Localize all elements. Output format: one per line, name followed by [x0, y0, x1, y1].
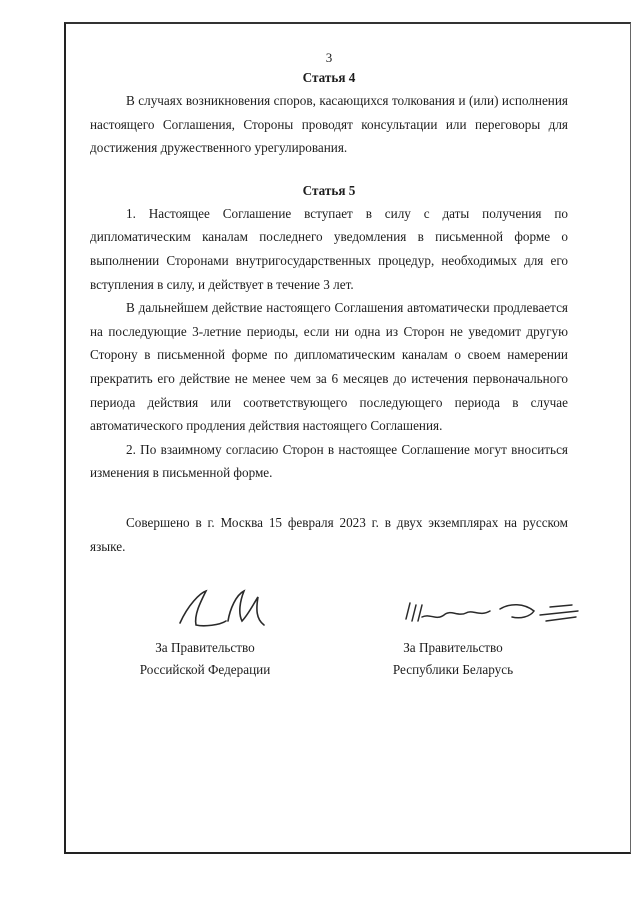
article-5-title: Статья 5: [302, 182, 356, 198]
signature-left-line-2: Российской Федерации: [139, 662, 271, 677]
page-number: 3: [325, 50, 333, 65]
closing-statement: Совершено в г. Москва 15 февраля 2023 г. в двух экземплярах на русском языке.: [90, 514, 568, 554]
signature-right-handwritten: [400, 597, 585, 631]
article-5-paragraph-1: 1. Настоящее Соглашение вступает в силу с даты получения по дипломатическим каналам последнего уведомления в письменной форме о выполнении Сторонами внутригосударственных процедур, необходимых для его вступления в силу, и действует в течение 3 лет.: [90, 205, 568, 292]
article-4-title: Статья 4: [302, 70, 356, 85]
signature-right-line-2: Республики Беларусь: [392, 662, 514, 677]
article-5-paragraph-2: В дальнейшем действие настоящего Соглашения автоматически продлевается на последующие 3-летние периоды, если ни одна из Сторон не уведомит другую Сторону в письменной форме по дипломатическим каналам о своем намерении прекратить его действие не менее чем за 6 месяцев до истечения первоначального периода действия или соответствующего последующего периода в случае автоматического продления действия настоящего Соглашения.: [90, 300, 568, 434]
signature-left-line-1: За Правительство: [155, 640, 255, 655]
signature-right: [358, 637, 548, 681]
signature-block: [100, 585, 600, 685]
document-body: [90, 50, 568, 558]
article-5-paragraph-3: 2. По взаимному согласию Сторон в настоящее Соглашение могут вноситься изменения в письменной форме.: [90, 441, 568, 481]
signature-left-handwritten: [170, 585, 280, 635]
article-4-text: В случаях возникновения споров, касающихся толкования и (или) исполнения настоящего Соглашения, Стороны проводят консультации или переговоры для достижения дружественного урегулирования.: [90, 93, 568, 156]
signature-left: [110, 637, 300, 681]
signature-right-line-1: За Правительство: [403, 640, 503, 655]
